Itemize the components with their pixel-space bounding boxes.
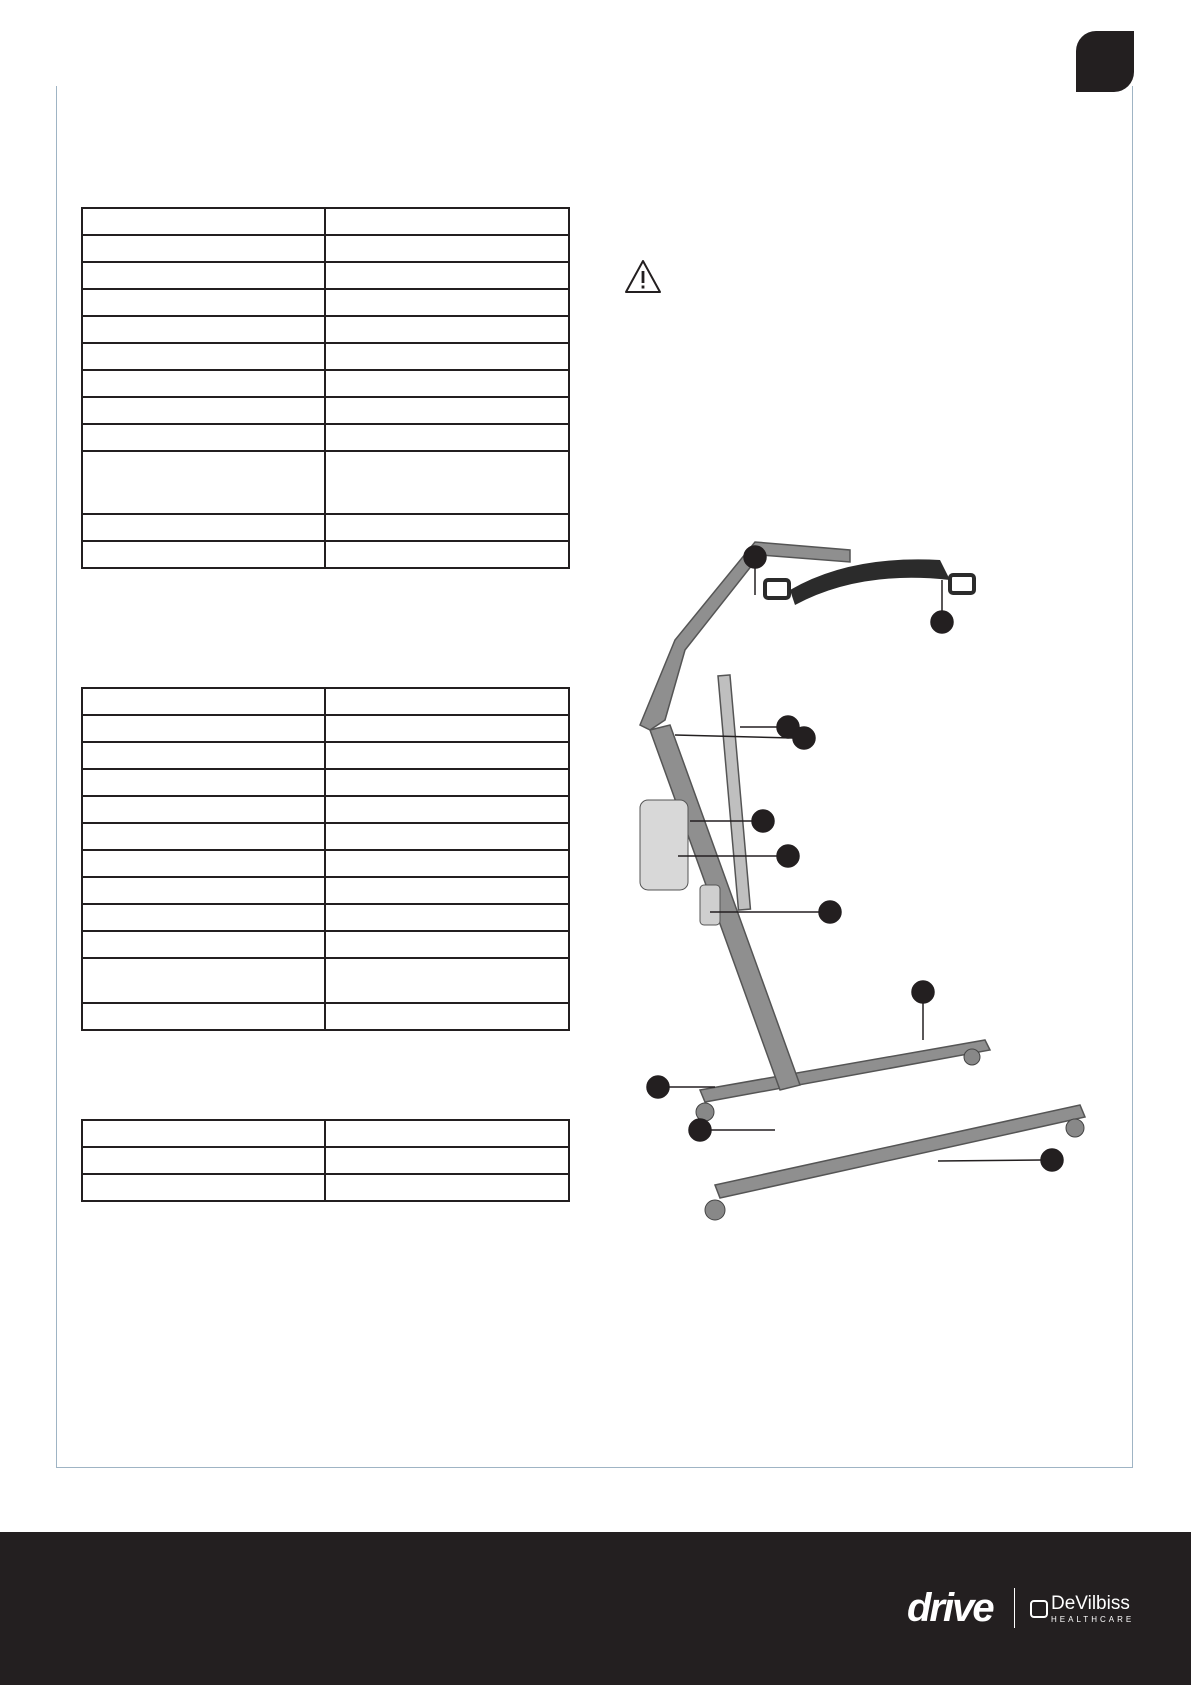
spec-value-cell (325, 931, 569, 958)
spec-row (82, 904, 569, 931)
section-tab (1076, 31, 1134, 92)
spec-label-cell (82, 1120, 325, 1147)
spec-value-cell (325, 904, 569, 931)
spec-label-cell (82, 235, 325, 262)
spec-row (82, 850, 569, 877)
spec-value-cell (325, 1174, 569, 1201)
spec-row (82, 769, 569, 796)
devilbiss-mark-icon (1030, 1600, 1048, 1618)
spec-row (82, 424, 569, 451)
spec-value-cell (325, 688, 569, 715)
spec-value-cell (325, 208, 569, 235)
spec-table-3 (81, 1119, 570, 1202)
spec-value-cell (325, 1120, 569, 1147)
spec-row (82, 742, 569, 769)
spec-label-cell (82, 769, 325, 796)
spec-label-cell (82, 796, 325, 823)
spec-label-cell (82, 451, 325, 514)
spec-row (82, 1174, 569, 1201)
spec-value-cell (325, 343, 569, 370)
spec-value-cell (325, 514, 569, 541)
spec-row (82, 514, 569, 541)
spec-row (82, 541, 569, 568)
spec-row (82, 931, 569, 958)
spec-row (82, 289, 569, 316)
spec-row (82, 823, 569, 850)
spec-label-cell (82, 541, 325, 568)
drive-logo: drive (907, 1586, 993, 1630)
spec-label-cell (82, 316, 325, 343)
spec-table-2 (81, 687, 570, 1031)
brand-logos (907, 1588, 1137, 1628)
spec-row (82, 796, 569, 823)
spec-row (82, 316, 569, 343)
spec-row (82, 451, 569, 514)
spec-label-cell (82, 370, 325, 397)
spec-value-cell (325, 451, 569, 514)
spec-label-cell (82, 958, 325, 1003)
spec-value-cell (325, 235, 569, 262)
spec-value-cell (325, 397, 569, 424)
spec-label-cell (82, 397, 325, 424)
spec-value-cell (325, 262, 569, 289)
spec-label-cell (82, 823, 325, 850)
warning-triangle-icon (624, 259, 662, 294)
spec-label-cell (82, 262, 325, 289)
spec-value-cell (325, 877, 569, 904)
spec-value-cell (325, 289, 569, 316)
spec-row (82, 208, 569, 235)
spec-label-cell (82, 289, 325, 316)
spec-value-cell (325, 796, 569, 823)
spec-value-cell (325, 424, 569, 451)
brand-divider (1014, 1588, 1015, 1628)
spec-value-cell (325, 1003, 569, 1030)
spec-label-cell (82, 208, 325, 235)
spec-row (82, 1003, 569, 1030)
spec-row (82, 370, 569, 397)
spec-value-cell (325, 370, 569, 397)
spec-row (82, 1147, 569, 1174)
spec-label-cell (82, 1147, 325, 1174)
spec-row (82, 262, 569, 289)
spec-value-cell (325, 1147, 569, 1174)
spec-label-cell (82, 343, 325, 370)
spec-label-cell (82, 877, 325, 904)
spec-row (82, 688, 569, 715)
spec-table-1 (81, 207, 570, 569)
spec-row (82, 715, 569, 742)
spec-value-cell (325, 742, 569, 769)
spec-label-cell (82, 850, 325, 877)
spec-label-cell (82, 424, 325, 451)
spec-row (82, 343, 569, 370)
spec-value-cell (325, 958, 569, 1003)
spec-row (82, 397, 569, 424)
spec-row (82, 958, 569, 1003)
patient-lift-diagram (620, 530, 1090, 1240)
spec-row (82, 235, 569, 262)
spec-value-cell (325, 541, 569, 568)
spec-row (82, 1120, 569, 1147)
spec-value-cell (325, 715, 569, 742)
spec-value-cell (325, 769, 569, 796)
spec-label-cell (82, 514, 325, 541)
spec-row (82, 877, 569, 904)
spec-label-cell (82, 715, 325, 742)
spec-label-cell (82, 904, 325, 931)
devilbiss-healthcare: HEALTHCARE (1051, 1615, 1135, 1624)
spec-label-cell (82, 688, 325, 715)
spec-value-cell (325, 316, 569, 343)
spec-label-cell (82, 742, 325, 769)
spec-label-cell (82, 1174, 325, 1201)
spec-label-cell (82, 1003, 325, 1030)
casters (696, 1049, 1084, 1220)
devilbiss-logo: DeVilbiss (1051, 1593, 1130, 1614)
spec-label-cell (82, 931, 325, 958)
spec-value-cell (325, 823, 569, 850)
spec-value-cell (325, 850, 569, 877)
lift-frame (640, 542, 1085, 1198)
